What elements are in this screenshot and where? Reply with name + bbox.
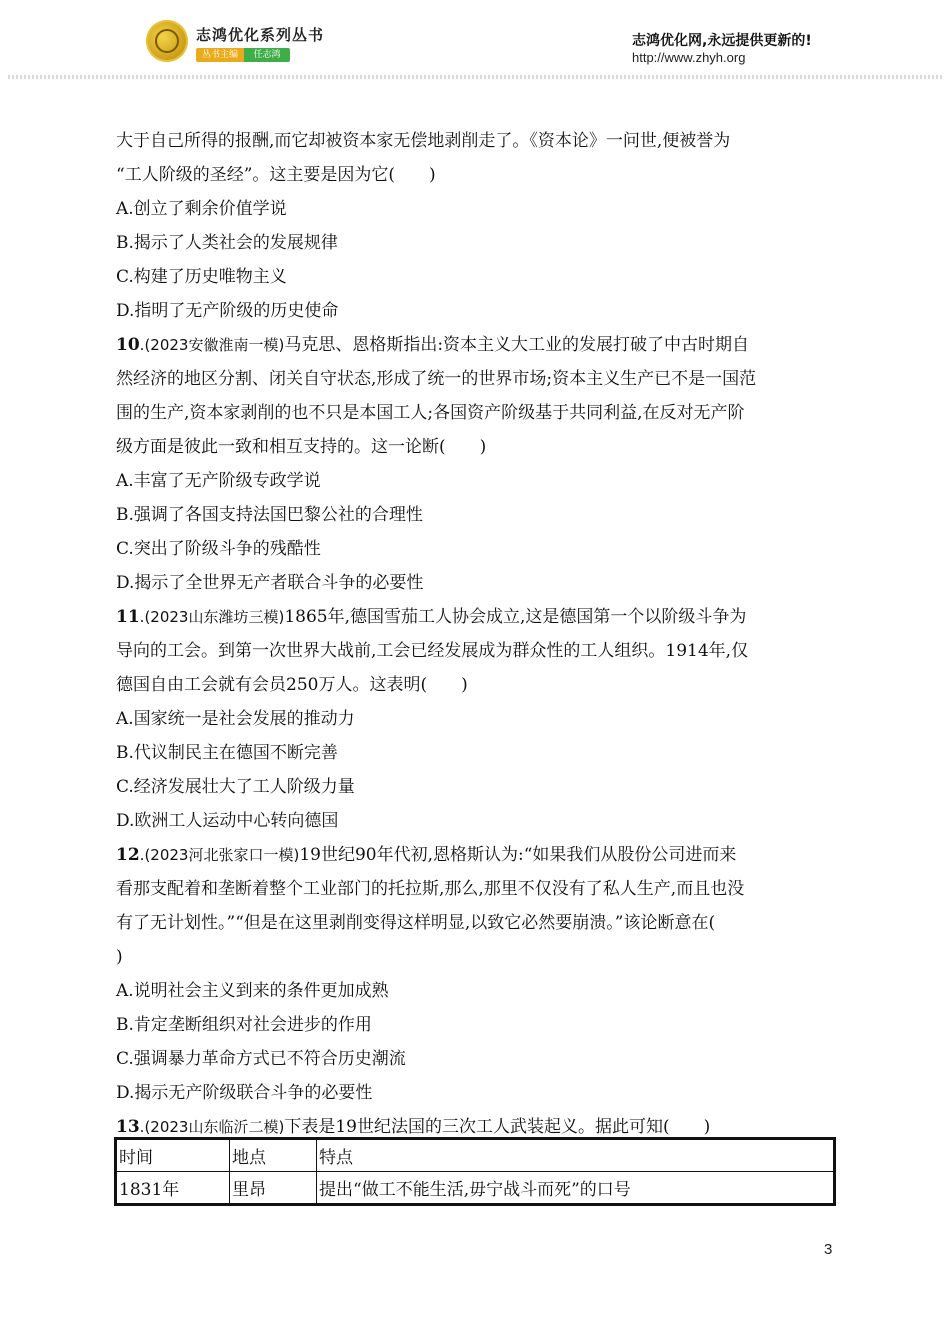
option-a: A.说明社会主义到来的条件更加成熟 — [116, 981, 389, 1001]
text-line: 导向的工会。到第一次世界大战前,工会已经发展成为群众性的工人组织。1914年,仅 — [116, 641, 749, 661]
question-10-stem — [116, 328, 836, 362]
option-d: D.揭示了全世界无产者联合斗争的必要性 — [116, 573, 424, 593]
option-d: D.揭示无产阶级联合斗争的必要性 — [116, 1083, 373, 1103]
option-c: C.构建了历史唯物主义 — [116, 267, 287, 287]
series-logo-icon — [146, 20, 188, 62]
option-c: C.强调暴力革命方式已不符合历史潮流 — [116, 1049, 406, 1069]
question-number: 12 — [116, 845, 140, 865]
question-12-stem — [116, 838, 836, 872]
question-number: 10 — [116, 335, 140, 355]
text-line: 看那支配着和垄断着整个工业部门的托拉斯,那么,那里不仅没有了私人生产,而且也没 — [116, 879, 745, 899]
table-row — [116, 1172, 835, 1205]
question-text: 19世纪90年代初,恩格斯认为:“如果我们从股份公司进而来 — [299, 845, 737, 865]
text-line: 德国自由工会就有会员250万人。这表明( ) — [116, 675, 468, 695]
option-d: D.欧洲工人运动中心转向德国 — [116, 811, 339, 831]
question-number: 11 — [116, 607, 140, 627]
text-line: 大于自己所得的报酬,而它却被资本家无偿地剥削走了。《资本论》一问世,便被誉为 — [116, 131, 731, 151]
table-header-cell: 地点 — [230, 1139, 317, 1172]
header-divider — [8, 75, 942, 79]
question-11-stem — [116, 600, 836, 634]
option-a: A.国家统一是社会发展的推动力 — [116, 709, 355, 729]
question-source: .(2023山东潍坊三模) — [139, 608, 285, 626]
editor-tag — [196, 48, 292, 62]
table-cell: 1831年 — [116, 1172, 230, 1205]
text-line: “工人阶级的圣经”。这主要是因为它( ) — [116, 165, 436, 185]
page-header — [0, 0, 950, 82]
page-content — [116, 124, 836, 1144]
option-c: C.经济发展壮大了工人阶级力量 — [116, 777, 355, 797]
header-slogan: 志鸿优化网,永远提供更新的! — [632, 33, 812, 49]
option-b: B.揭示了人类社会的发展规律 — [116, 233, 338, 253]
series-title: 志鸿优化系列丛书 — [196, 26, 325, 44]
editor-name: 任志鸿 — [244, 48, 290, 62]
editor-label: 丛书主编 — [196, 48, 244, 62]
uprisings-table — [114, 1137, 836, 1206]
text-line: 然经济的地区分割、闭关自守状态,形成了统一的世界市场;资本主义生产已不是一国范 — [116, 369, 757, 389]
question-number: 13 — [116, 1117, 140, 1137]
text-line: ) — [116, 947, 123, 967]
option-b: B.肯定垄断组织对社会进步的作用 — [116, 1015, 372, 1035]
question-text: 1865年,德国雪茄工人协会成立,这是德国第一个以阶级斗争为 — [284, 607, 747, 627]
header-url: http://www.zhyh.org — [632, 50, 746, 65]
question-text: 下表是19世纪法国的三次工人武装起义。据此可知( ) — [284, 1117, 711, 1137]
option-b: B.代议制民主在德国不断完善 — [116, 743, 338, 763]
table-header-cell: 时间 — [116, 1139, 230, 1172]
table-header-row — [116, 1139, 835, 1172]
option-c: C.突出了阶级斗争的残酷性 — [116, 539, 321, 559]
text-line: 有了无计划性。”“但是在这里剥削变得这样明显,以致它必然要崩溃。”该论断意在( — [116, 913, 716, 933]
option-b: B.强调了各国支持法国巴黎公社的合理性 — [116, 505, 423, 525]
table-cell: 提出“做工不能生活,毋宁战斗而死”的口号 — [317, 1172, 835, 1205]
table-header-cell: 特点 — [317, 1139, 835, 1172]
question-source: .(2023山东临沂二模) — [139, 1118, 285, 1136]
option-d: D.指明了无产阶级的历史使命 — [116, 301, 339, 321]
question-source: .(2023河北张家口一模) — [139, 846, 300, 864]
page-number: 3 — [824, 1241, 833, 1258]
text-line: 围的生产,资本家剥削的也不只是本国工人;各国资产阶级基于共同利益,在反对无产阶 — [116, 403, 745, 423]
question-source: .(2023安徽淮南一模) — [139, 336, 285, 354]
text-line: 级方面是彼此一致和相互支持的。这一论断( ) — [116, 437, 487, 457]
option-a: A.创立了剩余价值学说 — [116, 199, 287, 219]
question-text: 马克思、恩格斯指出:资本主义大工业的发展打破了中古时期自 — [284, 335, 750, 355]
table-cell: 里昂 — [230, 1172, 317, 1205]
option-a: A.丰富了无产阶级专政学说 — [116, 471, 321, 491]
